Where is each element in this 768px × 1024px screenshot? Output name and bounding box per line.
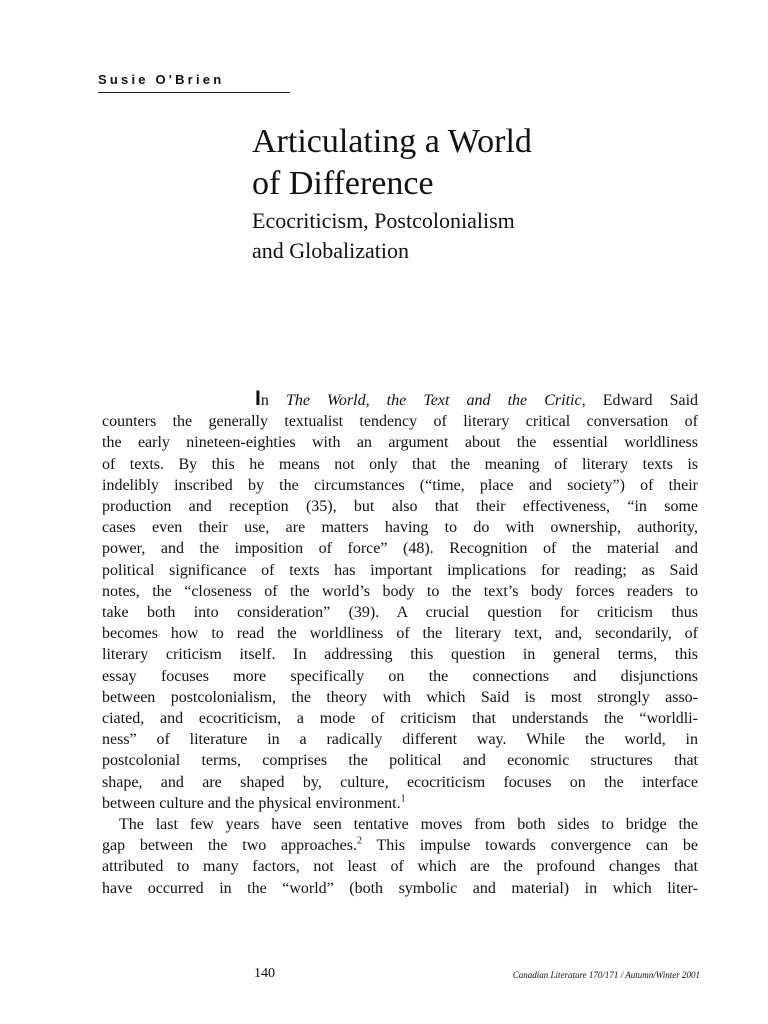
article-subtitle — [252, 206, 732, 266]
body-line: cases even their use, are matters having to do with ownership, authority, — [102, 519, 698, 537]
drop-cap: I — [255, 387, 261, 410]
body-line: becomes how to read the worldliness of the literary text, and, secondarily, of — [102, 625, 698, 643]
book-title: The World, the Text and the Critic, — [285, 392, 586, 409]
subtitle-line-2: and Globalization — [252, 238, 410, 263]
subtitle-line-1: Ecocriticism, Postcolonialism — [252, 208, 515, 233]
body-line: take both into consideration” (39). A crucial question for criticism thus — [102, 604, 698, 622]
article-body — [102, 388, 698, 899]
body-line: power, and the imposition of force” (48). Recognition of the material and — [102, 540, 698, 558]
body-line: attributed to many factors, not least of which are the profound changes that — [102, 858, 698, 876]
body-line: of texts. By this he means not only that the meaning of literary texts is — [102, 455, 698, 473]
paragraph-2-first-line: The last few years have seen tentative moves from both sides to bridge the — [119, 816, 698, 834]
footnote-marker[interactable]: 2 — [357, 835, 363, 847]
text-run: n — [260, 392, 286, 409]
article-title — [252, 121, 732, 205]
body-line: essay focuses more specifically on the connections and disjunctions — [102, 667, 698, 685]
body-line: indelibly inscribed by the circumstances (“time, place and society”) of their — [102, 476, 698, 494]
paragraph-1-first-line — [102, 388, 698, 411]
body-line: postcolonial terms, comprises the political and economic structures that — [102, 752, 698, 770]
body-line: shape, and are shaped by, culture, ecocriticism focuses on the interface — [102, 773, 698, 791]
text-run: Edward Said — [585, 392, 699, 409]
body-line: ness” of literature in a radically different way. While the world, in — [102, 731, 698, 749]
page-number: 140 — [254, 966, 275, 981]
journal-citation: Canadian Literature 170/171 / Autumn/Winter 2001 — [512, 970, 700, 980]
author-name: Susie O'Brien — [98, 72, 290, 93]
body-line: production and reception (35), but also that their effectiveness, “in some — [102, 498, 698, 516]
body-line: have occurred in the “world” (both symbolic and material) in which liter- — [102, 879, 698, 897]
body-line: literary criticism itself. In addressing this question in general terms, this — [102, 646, 698, 664]
body-line — [102, 835, 698, 856]
body-line: notes, the “closeness of the world’s body to the text’s body forces readers to — [102, 582, 698, 600]
body-line: ciated, and ecocriticism, a mode of criticism that understands the “worldli- — [102, 710, 698, 728]
footnote-marker[interactable]: 1 — [400, 793, 406, 805]
title-line-2: of Difference — [252, 165, 434, 202]
paragraph-1-last-line — [102, 793, 698, 814]
text-run: between culture and the physical environment. — [102, 794, 401, 812]
body-line: counters the generally textualist tendency of literary critical conversation of — [102, 413, 698, 431]
body-line: between postcolonialism, the theory with which Said is most strongly asso- — [102, 688, 698, 706]
text-run: gap between the two approaches. — [102, 837, 358, 855]
text-run: This impulse towards convergence can be — [362, 837, 698, 855]
title-line-1: Articulating a World — [252, 123, 532, 160]
body-line: the early nineteen-eighties with an argument about the essential worldliness — [102, 434, 698, 452]
body-line: political significance of texts has important implications for reading; as Said — [102, 561, 698, 579]
